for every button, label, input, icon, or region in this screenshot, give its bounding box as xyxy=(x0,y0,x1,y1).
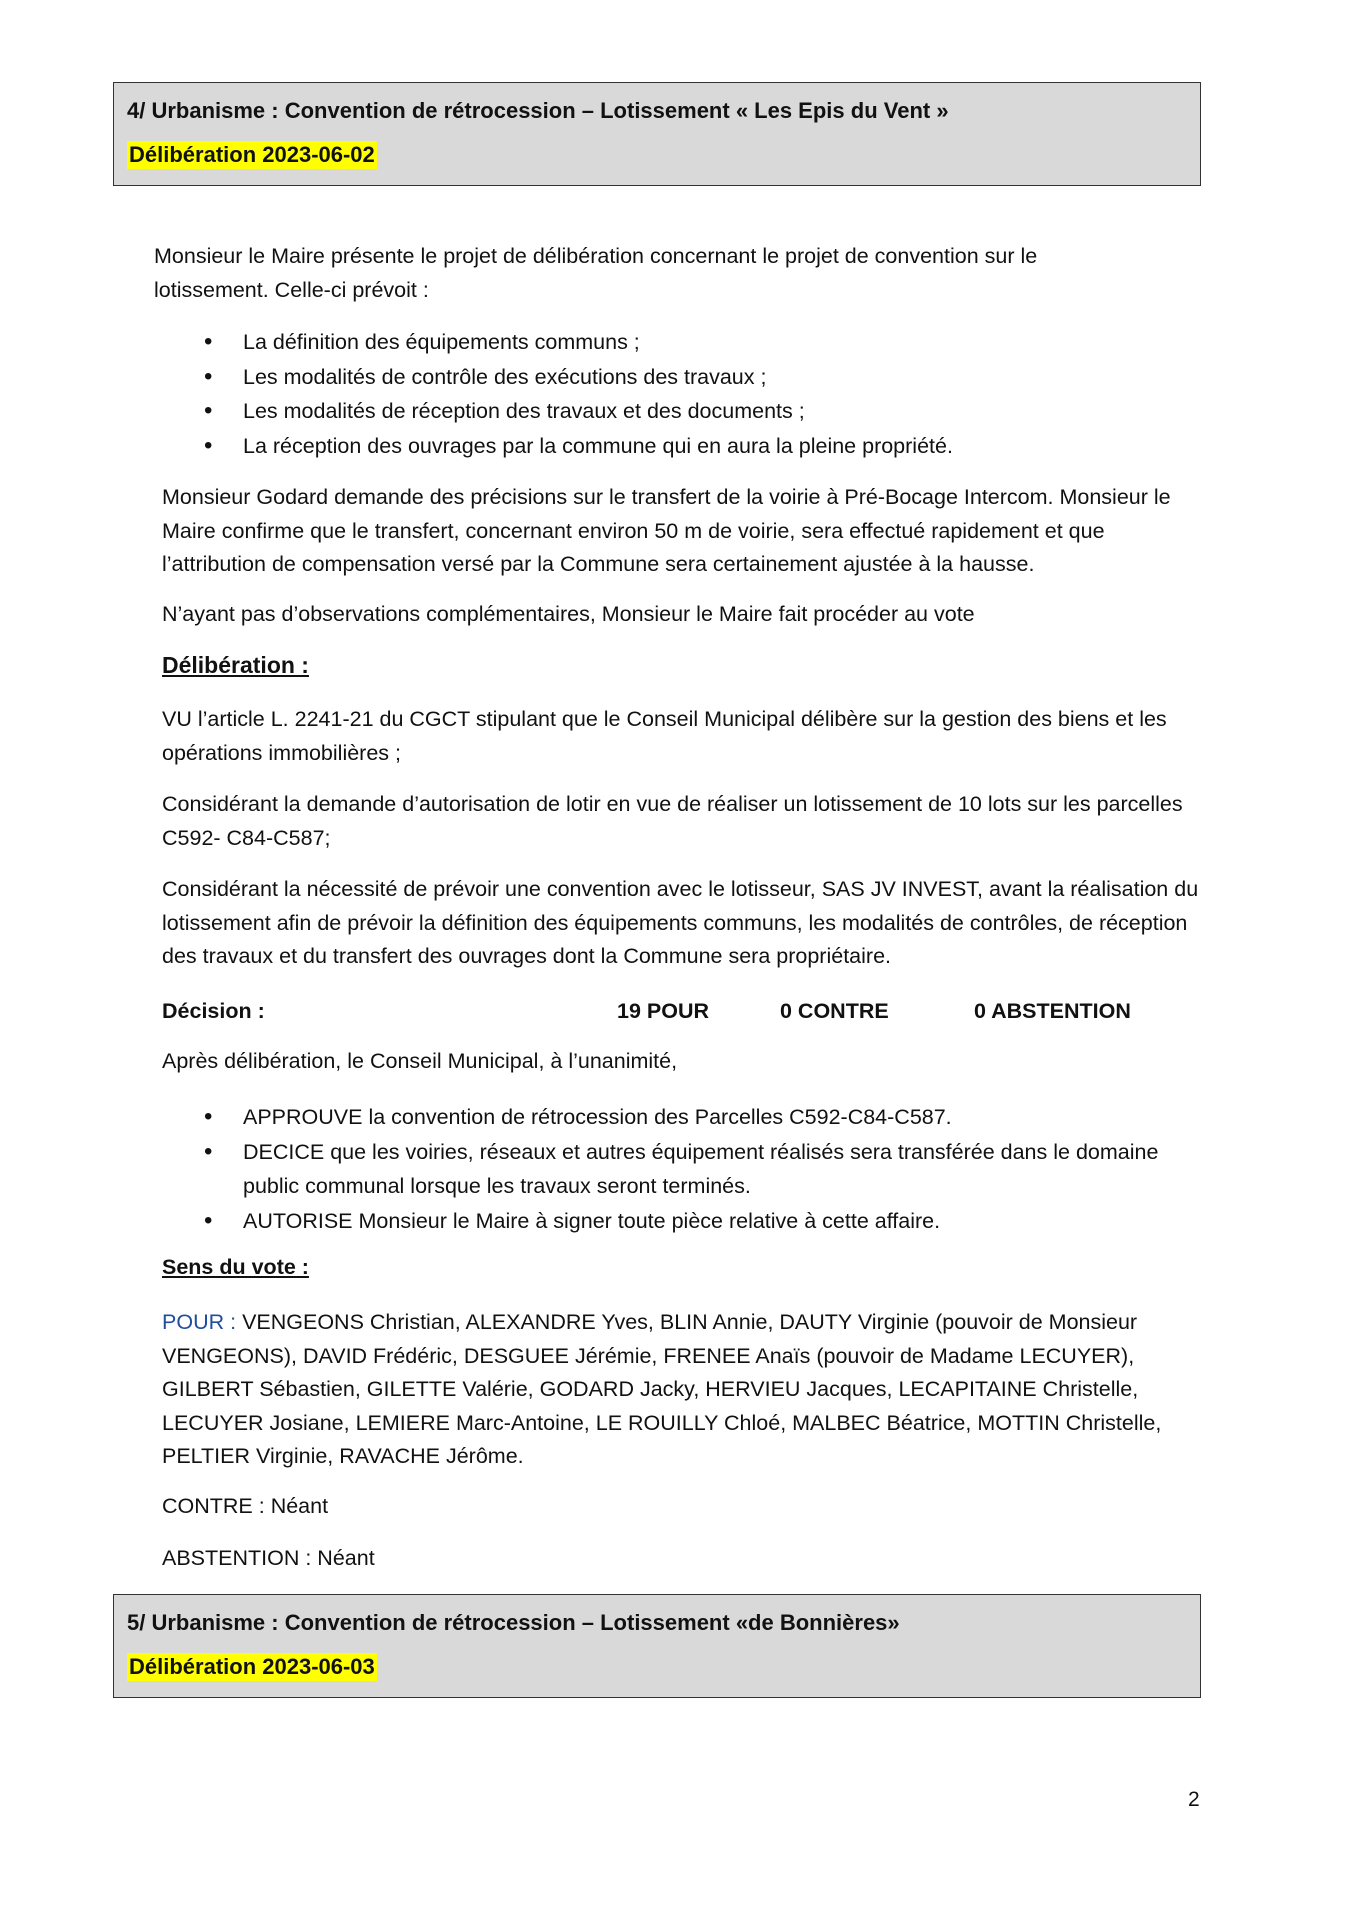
decision-bullet-1: • APPROUVE la convention de rétrocession des Parcelles C592-C84-C587. xyxy=(204,1100,1164,1135)
decision-abstention-count: 0 ABSTENTION xyxy=(974,999,1131,1023)
section-4-header xyxy=(113,82,1201,186)
page-number: 2 xyxy=(1188,1788,1200,1811)
vu-paragraph: VU l’article L. 2241-21 du CGCT stipulant que le Conseil Municipal délibère sur la gestion des biens et les opérations immobilières ; xyxy=(162,707,1167,765)
decision-bullet-list xyxy=(204,1100,1164,1238)
vote-pour-label: POUR : xyxy=(162,1310,237,1334)
section-4-title: 4/ Urbanisme : Convention de rétrocession – Lotissement « Les Epis du Vent » xyxy=(127,98,949,123)
decision-after-paragraph: Après délibération, le Conseil Municipal, à l’unanimité, xyxy=(162,1049,678,1073)
intro-paragraph: Monsieur le Maire présente le projet de délibération concernant le projet de convention sur le lotissement. Celle-ci prévoit : xyxy=(154,244,1038,302)
section-4-deliberation-ref: Délibération 2023-06-02 xyxy=(129,142,375,167)
vote-call-paragraph: N’ayant pas d’observations complémentaires, Monsieur le Maire fait procéder au vote xyxy=(162,602,975,626)
intro-bullet-4: • La réception des ouvrages par la commune qui en aura la pleine propriété. xyxy=(204,429,1164,464)
vote-detail-heading: Sens du vote : xyxy=(162,1255,309,1279)
vote-abstention-paragraph: ABSTENTION : Néant xyxy=(162,1546,375,1570)
considerant-1-paragraph: Considérant la demande d’autorisation de lotir en vue de réaliser un lotissement de 10 lots sur les parcelles C592- C84-C587; xyxy=(162,792,1183,850)
intro-bullet-list xyxy=(204,325,1164,463)
decision-bullet-2: • DECICE que les voiries, réseaux et autres équipement réalisés sera transférée dans le domaine public communal lorsque les travaux seront terminés. xyxy=(204,1135,1164,1204)
vote-contre-paragraph: CONTRE : Néant xyxy=(162,1494,329,1518)
section-5-header xyxy=(113,1594,1201,1698)
decision-pour-count: 19 POUR xyxy=(617,999,710,1023)
discussion-paragraph: Monsieur Godard demande des précisions sur le transfert de la voirie à Pré-Bocage Intercom. Monsieur le Maire confirme que le transfert, concernant environ 50 m de voirie, sera effectué rapidement et que l’attribution de compensation versé par la Commune sera certainement ajustée à la hausse. xyxy=(162,485,1171,576)
intro-bullet-3: • Les modalités de réception des travaux et des documents ; xyxy=(204,394,1164,429)
intro-bullet-2: • Les modalités de contrôle des exécutions des travaux ; xyxy=(204,360,1164,395)
decision-contre-count: 0 CONTRE xyxy=(780,999,889,1023)
deliberation-heading: Délibération : xyxy=(162,652,309,678)
section-5-deliberation-ref: Délibération 2023-06-03 xyxy=(129,1654,375,1679)
decision-label: Décision : xyxy=(162,999,265,1023)
vote-pour-names: VENGEONS Christian, ALEXANDRE Yves, BLIN Annie, DAUTY Virginie (pouvoir de Monsieur VENGEONS), DAVID Frédéric, DESGUEE Jérémie, FRENEE Anaïs (pouvoir de Madame LECUYER), GILBERT Sébastien, GILETTE Valérie, GODARD Jacky, HERVIEU Jacques, LECAPITAINE Christelle, LECUYER Josiane, LEMIERE Marc-Antoine, LE ROUILLY Chloé, MALBEC Béatrice, MOTTIN Christelle, PELTIER Virginie, RAVACHE Jérôme. xyxy=(162,1310,1162,1468)
considerant-2-paragraph: Considérant la nécessité de prévoir une convention avec le lotisseur, SAS JV INVEST, avant la réalisation du lotissement afin de prévoir la définition des équipements communs, les modalités de contrôles, de réception des travaux et du transfert des ouvrages dont la Commune sera propriétaire. xyxy=(162,877,1199,968)
section-5-title: 5/ Urbanisme : Convention de rétrocession – Lotissement «de Bonnières» xyxy=(127,1610,900,1635)
vote-pour-paragraph xyxy=(162,1306,1212,1474)
decision-bullet-3: • AUTORISE Monsieur le Maire à signer toute pièce relative à cette affaire. xyxy=(204,1204,1164,1239)
intro-bullet-1: • La définition des équipements communs ; xyxy=(204,325,1164,360)
